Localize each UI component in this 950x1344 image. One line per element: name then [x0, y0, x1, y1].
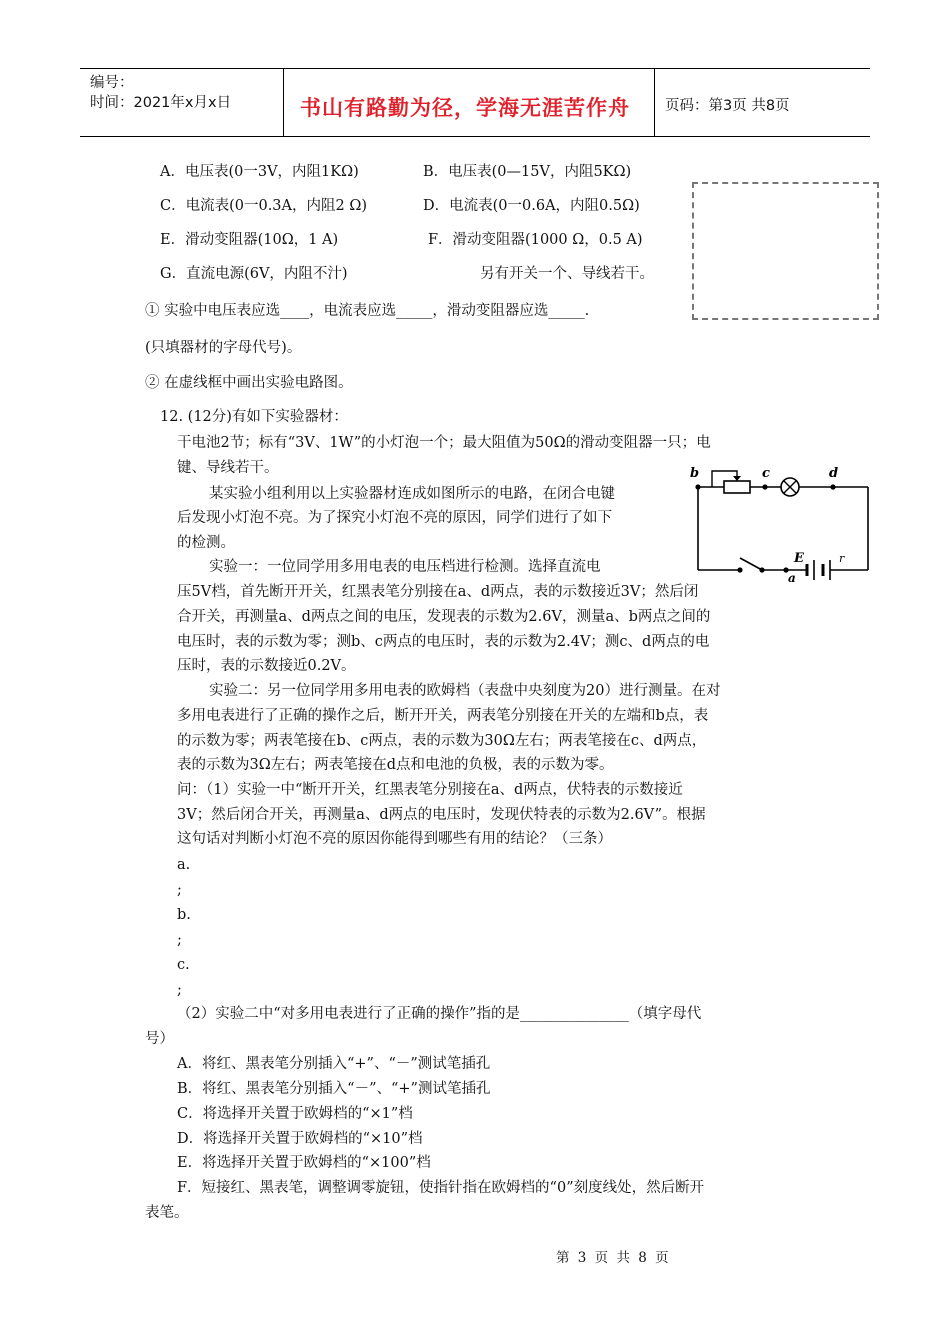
switch-blade [740, 558, 762, 570]
header-divider-left [283, 68, 284, 137]
q12-materials-2: 键、导线若干。 [177, 460, 279, 476]
rheostat-icon [724, 481, 750, 493]
label-E: E [794, 551, 804, 566]
q12-choice-a: A．将红、黑表笔分别插入“+”、“－”测试笔插孔 [177, 1056, 491, 1072]
q11-part2: ② 在虚线框中画出实验电路图。 [145, 375, 353, 391]
footer-page-number: 第 3 页 共 8 页 [556, 1250, 671, 1266]
q11-part1: ① 实验中电压表应选____，电流表应选_____，滑动变阻器应选_____. [145, 303, 590, 319]
header-motto: 书山有路勤为径，学海无涯苦作舟 [300, 96, 630, 120]
node-d [830, 484, 835, 489]
q12-choice-f-1: F．短接红、黑表笔，调整调零旋钮，使指针指在欧姆档的“0”刻度线处，然后断开 [177, 1180, 705, 1196]
q12-ask2-2: 号） [145, 1031, 174, 1047]
q12-intro-2: 后发现小灯泡不亮。为了探究小灯泡不亮的原因，同学们进行了如下 [177, 510, 612, 526]
label-c: c [762, 466, 770, 481]
q12-choice-d: D．将选择开关置于欧姆档的“×10”档 [177, 1131, 423, 1147]
option-e: E．滑动变阻器(10Ω，1 A) [160, 232, 339, 248]
option-b: B．电压表(0—15V，内阻5KΩ) [423, 164, 632, 180]
q12-ask1-3: 这句话对判断小灯泡不亮的原因你能得到哪些有用的结论？（三条） [177, 831, 612, 847]
q12-choice-c: C．将选择开关置于欧姆档的“×1”档 [177, 1106, 413, 1122]
q12-exp2-1: 实验二：另一位同学用多用电表的欧姆档（表盘中央刻度为20）进行测量。在对 [209, 683, 721, 699]
q12-choice-f-2: 表笔。 [145, 1205, 189, 1221]
header-divider-right [654, 68, 655, 137]
answer-dashed-box [692, 182, 879, 320]
label-a: a [788, 571, 796, 584]
option-extra: 另有开关一个、导线若干。 [480, 266, 654, 282]
option-a: A．电压表(0一3V，内阻1KΩ) [160, 164, 359, 180]
q12-exp2-3: 的示数为零；两表笔接在b、c两点，表的示数为30Ω左右；两表笔接在c、d两点， [177, 733, 707, 749]
q12-answer-c-end: ; [177, 982, 182, 998]
q12-title: 12. (12分)有如下实验器材： [160, 409, 348, 425]
header-page-label: 页码：第3页 共8页 [665, 98, 790, 114]
q12-ask1-1: 问：（1）实验一中“断开开关，红黑表笔分别接在a、d两点，伏特表的示数接近 [177, 782, 683, 798]
q11-part1-note: (只填器材的字母代号)。 [145, 340, 302, 356]
q12-exp1-1: 实验一：一位同学用多用电表的电压档进行检测。选择直流电 [209, 559, 601, 575]
q12-intro-3: 的检测。 [177, 535, 235, 551]
label-d: d [829, 466, 839, 481]
q12-materials-1: 干电池2节；标有“3V、1W”的小灯泡一个；最大阻值为50Ω的滑动变阻器一只；电 [177, 435, 711, 451]
node-c [762, 484, 767, 489]
q12-choice-e: E．将选择开关置于欧姆档的“×100”档 [177, 1155, 431, 1171]
q12-exp1-2: 压5V档，首先断开开关，红黑表笔分别接在a、d两点，表的示数接近3V；然后闭 [177, 584, 699, 600]
q12-ask2-1: （2）实验二中“对多用电表进行了正确的操作”指的是_______________（填字母代 [177, 1006, 702, 1022]
option-c: C．电流表(0一0.3A，内阻2 Ω) [160, 198, 368, 214]
q12-answer-c: c. [177, 957, 190, 973]
option-d: D．电流表(0一0.6A，内阻0.5Ω) [423, 198, 640, 214]
option-f: F．滑动变阻器(1000 Ω，0.5 A) [428, 232, 643, 248]
q12-answer-b: b. [177, 907, 191, 923]
q12-intro-1: 某实验小组利用以上实验器材连成如图所示的电路，在闭合电键 [209, 486, 615, 502]
header-number-label: 编号： [90, 75, 134, 91]
q12-answer-a: a. [177, 857, 191, 873]
q12-answer-b-end: ; [177, 932, 182, 948]
q12-ask1-2: 3V；然后闭合开关，再测量a、d两点的电压时，发现伏特表的示数为2.6V”。根据 [177, 807, 706, 823]
circuit-diagram [690, 462, 872, 584]
q12-answer-a-end: ; [177, 882, 182, 898]
q12-exp1-3: 合开关，再测量a、d两点之间的电压，发现表的示数为2.6V，测量a、b两点之间的 [177, 609, 711, 625]
header-top-rule [80, 68, 870, 69]
label-r: r [839, 552, 845, 565]
q12-exp2-2: 多用电表进行了正确的操作之后，断开开关，两表笔分别接在开关的左端和b点，表 [177, 708, 709, 724]
q12-choice-b: B．将红、黑表笔分别插入“－”、“+”测试笔插孔 [177, 1081, 491, 1097]
q12-exp1-5: 压时，表的示数接近0.2V。 [177, 658, 356, 674]
option-g: G．直流电源(6V，内阻不汁) [160, 266, 348, 282]
label-b: b [690, 466, 700, 481]
header-date-label: 时间：2021年x月x日 [90, 95, 232, 111]
header-bottom-rule [80, 136, 870, 137]
q12-exp1-4: 电压时，表的示数为零；测b、c两点的电压时，表的示数为2.4V；测c、d两点的电 [177, 634, 710, 650]
q12-exp2-4: 表的示数为3Ω左右；两表笔接在d点和电池的负极，表的示数为零。 [177, 757, 614, 773]
